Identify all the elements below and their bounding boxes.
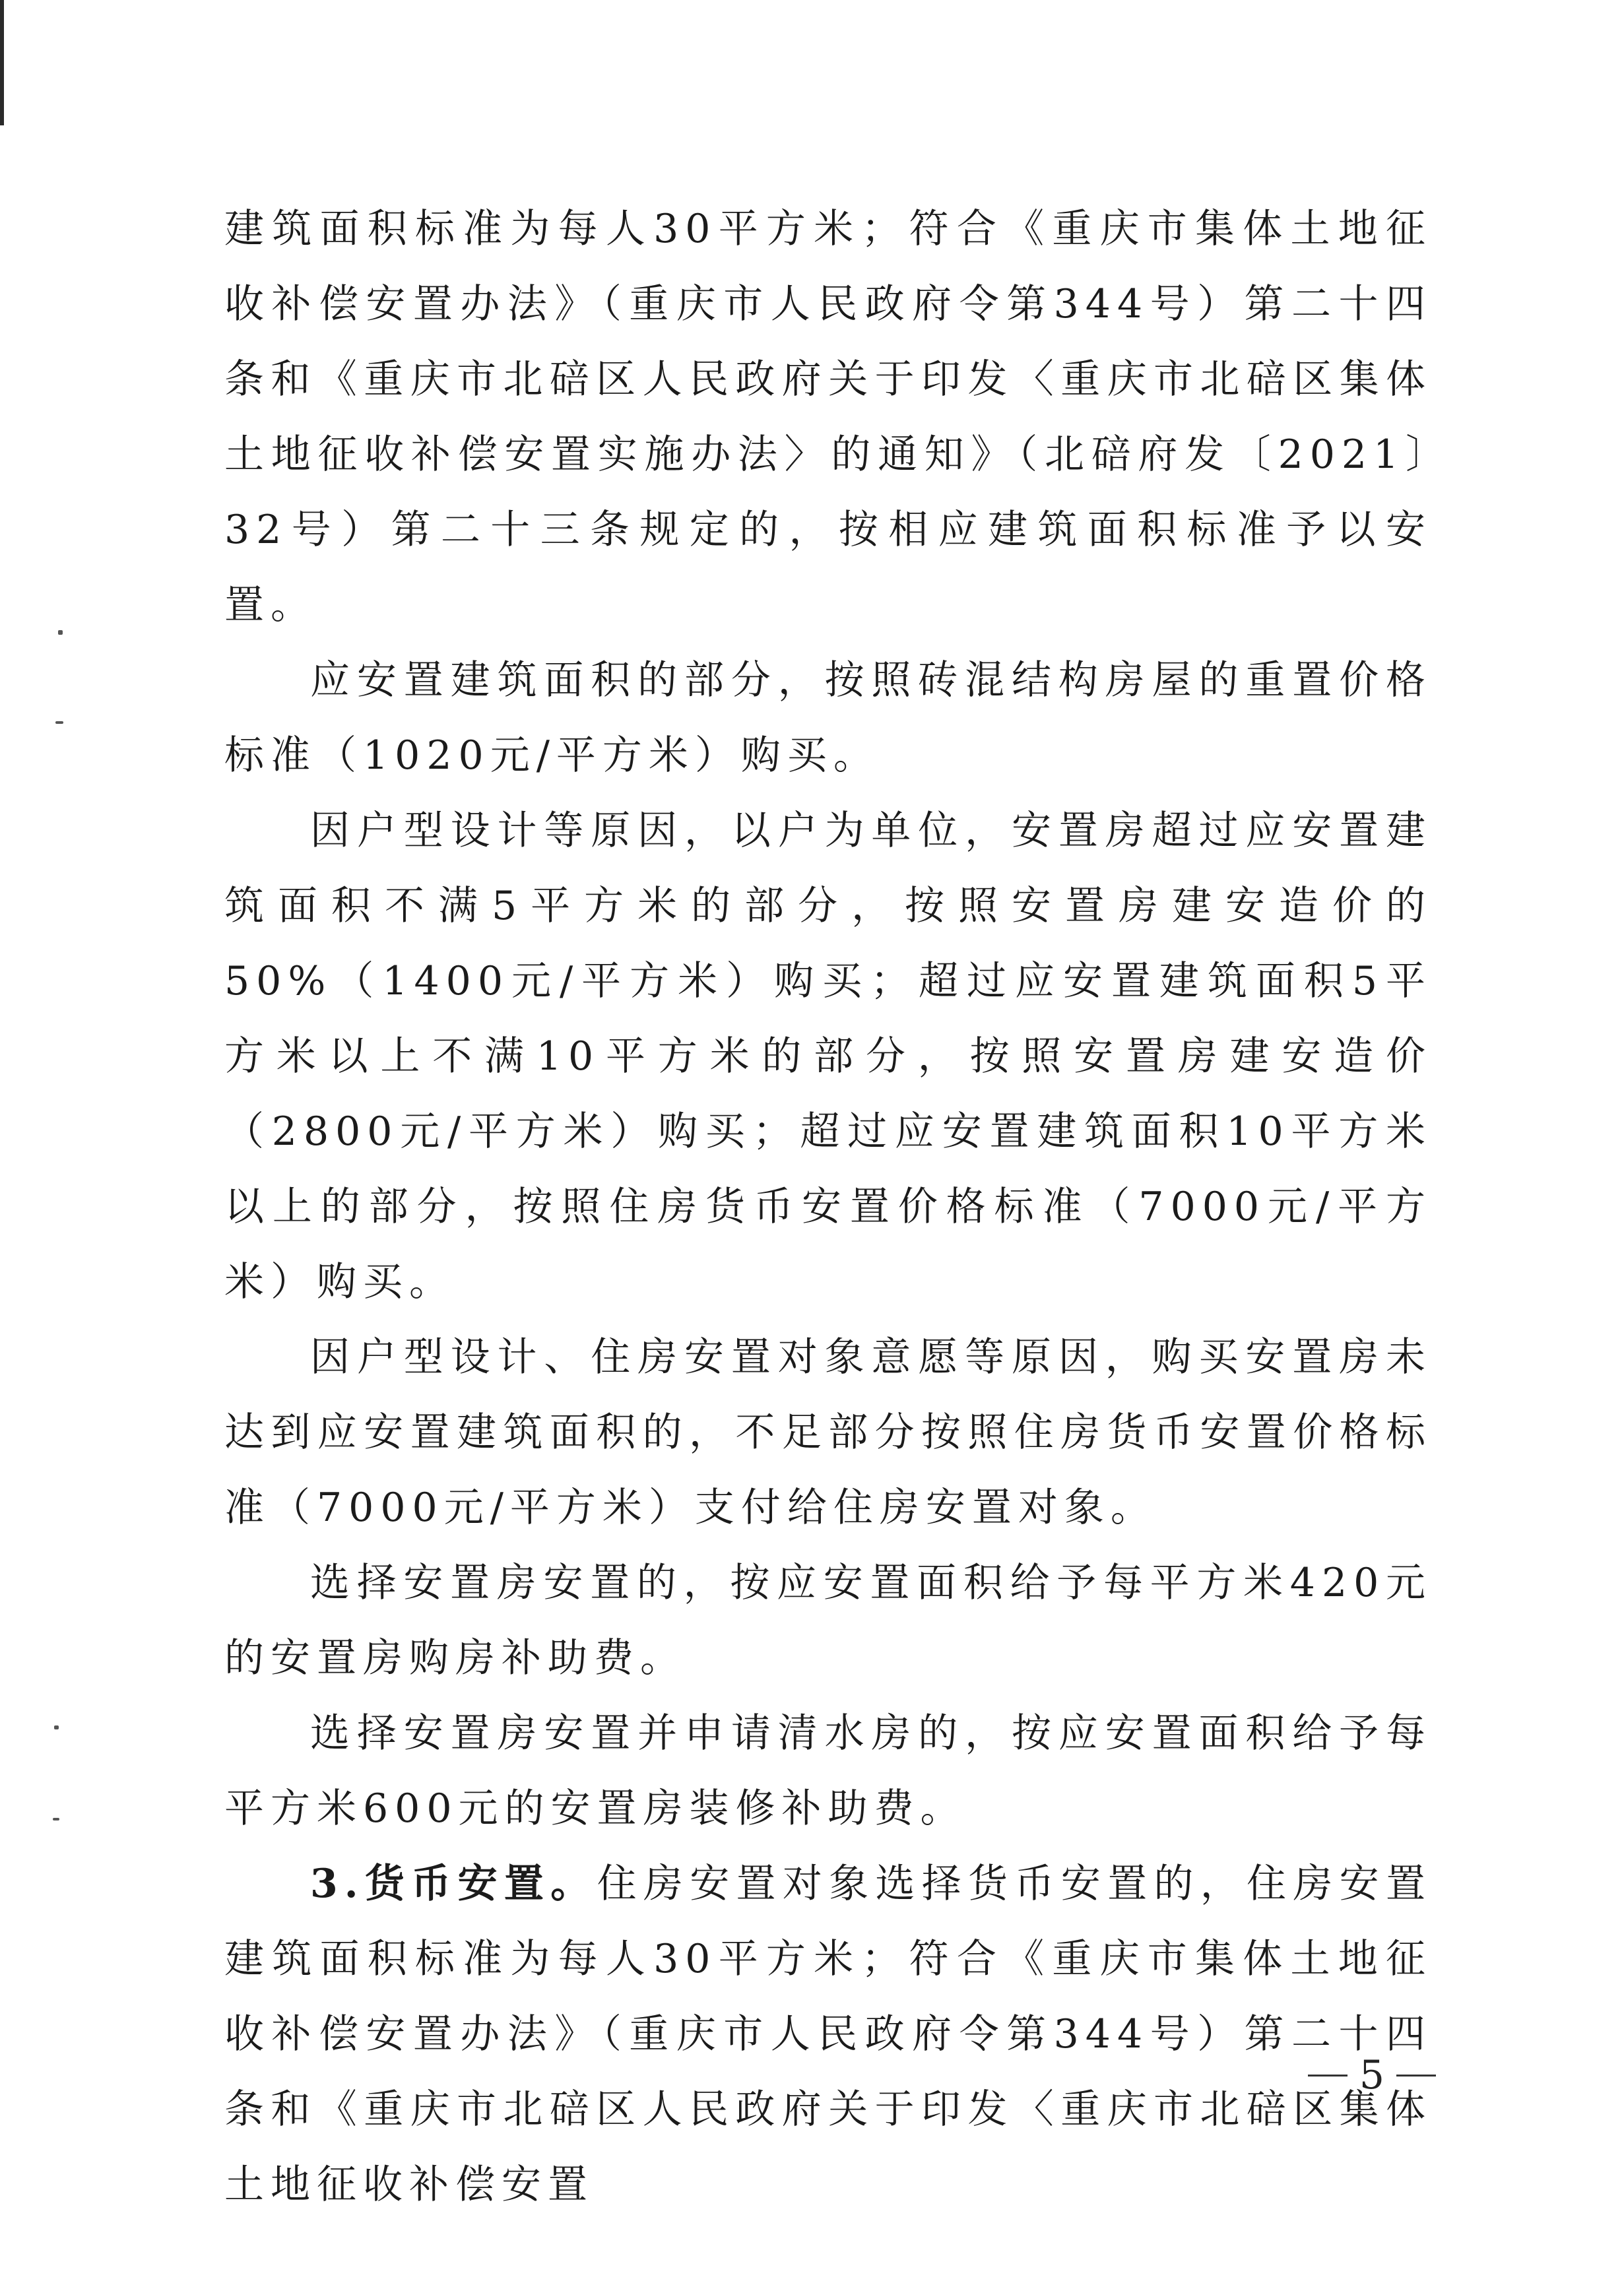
paragraph-replacement-price: 应安置建筑面积的部分，按照砖混结构房屋的重置价格标准（1020元/平方米）购买。 — [224, 657, 1432, 779]
paragraph-purchase-subsidy: 选择安置房安置的，按应安置面积给予每平方米420元的安置房购房补助费。 — [224, 1560, 1432, 1681]
page-footer — [1308, 2052, 1436, 2098]
paragraph-shortfall-area: 因户型设计、住房安置对象意愿等原因，购买安置房未达到应安置建筑面积的，不足部分按照住房货币安置价格标准（7000元/平方米）支付给住房安置对象。 — [224, 1334, 1432, 1531]
paragraph-decoration-subsidy: 选择安置房安置并申请清水房的，按应安置面积给予每平方米600元的安置房装修补助费。 — [224, 1710, 1432, 1832]
scan-speck — [55, 721, 63, 724]
document-body — [224, 191, 1432, 2222]
section-body-text: 住房安置对象选择货币安置的，住房安置建筑面积标准为每人30平方米；符合《重庆市集体土地征收补偿安置办法》（重庆市人民政府令第344号）第二十四条和《重庆市北碚区人民政府关于印发〈重庆市北碚区集体土地征收补偿安置 — [224, 1861, 1433, 2208]
footer-dash-left — [1308, 2075, 1348, 2077]
paragraph-monetary-resettlement — [224, 1846, 1432, 2222]
scan-edge-mark — [0, 0, 4, 125]
scan-speck — [53, 1818, 59, 1820]
page-number: 5 — [1359, 2052, 1384, 2098]
footer-dash-right — [1396, 2075, 1436, 2077]
paragraph-excess-area: 因户型设计等原因，以户为单位，安置房超过应安置建筑面积不满5平方米的部分，按照安置房建安造价的50%（1400元/平方米）购买；超过应安置建筑面积5平方米以上不满10平方米的部分，按照安置房建安造价（2800元/平方米）购买；超过应安置建筑面积10平方米以上的部分，按照住房货币安置价格标准（7000元/平方米）购买。 — [224, 808, 1432, 1305]
section-lead-heading: 3.货币安置。 — [310, 1861, 597, 1907]
scan-speck — [58, 630, 63, 635]
scan-speck — [54, 1725, 59, 1729]
paragraph-continuation: 建筑面积标准为每人30平方米；符合《重庆市集体土地征收补偿安置办法》（重庆市人民政府令第344号）第二十四条和《重庆市北碚区人民政府关于印发〈重庆市北碚区集体土地征收补偿安置实施办法〉的通知》（北碚府发〔2021〕32号）第二十三条规定的，按相应建筑面积标准予以安置。 — [224, 206, 1432, 628]
